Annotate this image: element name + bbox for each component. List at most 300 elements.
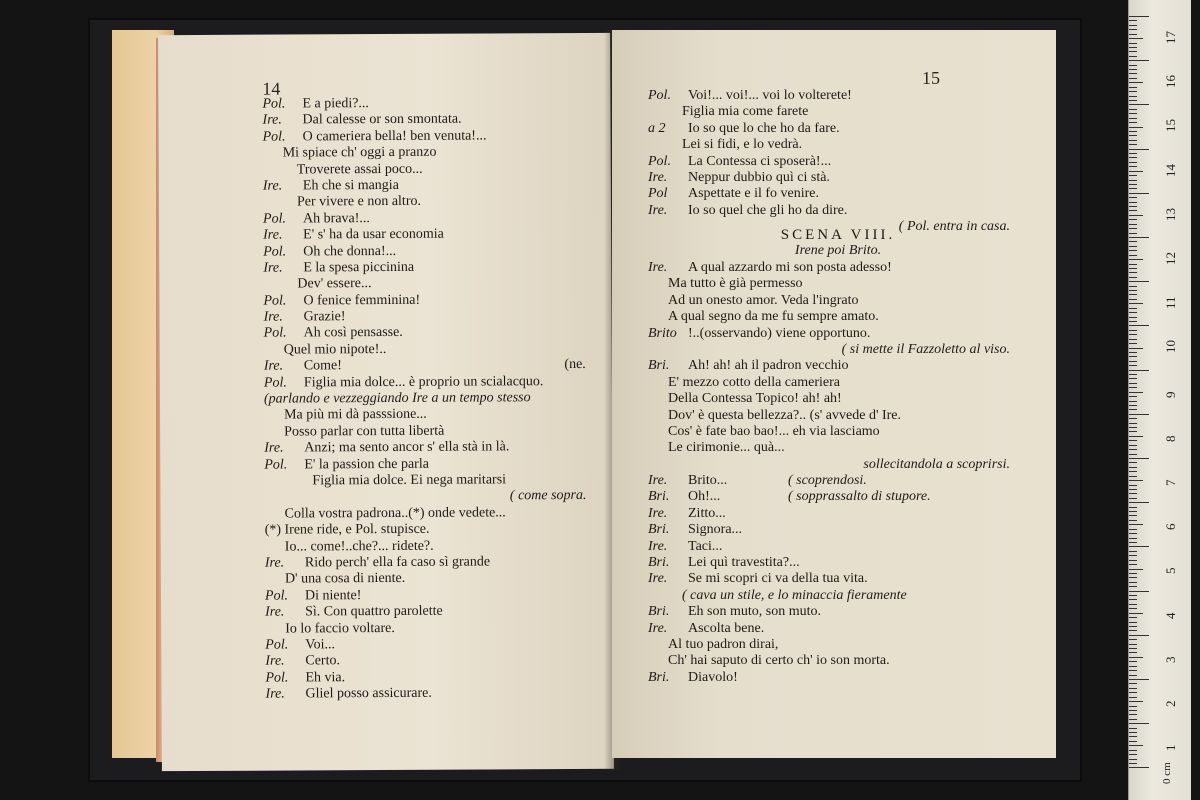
ruler-tick bbox=[1129, 34, 1137, 35]
ruler-tick bbox=[1129, 16, 1149, 17]
text-line bbox=[264, 406, 604, 424]
ruler-tick bbox=[1129, 471, 1137, 472]
text-line bbox=[265, 669, 605, 687]
text-line bbox=[264, 341, 604, 359]
ruler-tick bbox=[1129, 308, 1137, 309]
speaker-label: Bri. bbox=[648, 555, 670, 571]
ruler-tick bbox=[1129, 440, 1137, 441]
text-line bbox=[648, 653, 1028, 669]
ruler-tick bbox=[1129, 635, 1149, 636]
text-line bbox=[264, 308, 604, 326]
text-line bbox=[648, 170, 1028, 186]
ruler-tick bbox=[1129, 144, 1137, 145]
speaker-label: Ire. bbox=[264, 555, 285, 571]
ruler-number: 9 bbox=[1163, 391, 1178, 398]
ruler-tick bbox=[1129, 317, 1137, 318]
speaker-label: Ire. bbox=[263, 309, 283, 325]
right-page-text-bottom bbox=[648, 260, 1028, 686]
ruler-tick bbox=[1129, 423, 1137, 424]
ruler-tick bbox=[1129, 241, 1137, 242]
line-text: Eh che si mangia bbox=[302, 177, 399, 194]
line-text: Ah così pensasse. bbox=[303, 325, 403, 341]
speaker-label: Pol. bbox=[648, 88, 671, 103]
text-line bbox=[264, 390, 604, 408]
ruler-tick bbox=[1129, 219, 1137, 220]
ruler-tick bbox=[1129, 365, 1137, 366]
right-aligned-direction: (ne. bbox=[564, 357, 586, 373]
ruler-tick bbox=[1129, 546, 1149, 547]
text-line bbox=[648, 121, 1028, 137]
line-text: Oh che donna!... bbox=[303, 243, 397, 259]
text-line bbox=[263, 193, 603, 211]
ruler-tick bbox=[1129, 334, 1137, 335]
speaker-label: Pol. bbox=[264, 457, 288, 473]
ruler-tick bbox=[1129, 520, 1137, 521]
speaker-label: Ire. bbox=[648, 202, 668, 218]
ruler-number: 6 bbox=[1163, 523, 1178, 531]
ruler-tick bbox=[1129, 657, 1143, 658]
line-text: Dal calesse or son smontata. bbox=[302, 111, 462, 128]
line-text: Colla vostra padrona..(*) onde vedete... bbox=[284, 505, 506, 522]
ruler-tick bbox=[1129, 20, 1137, 21]
ruler-tick bbox=[1129, 29, 1137, 30]
line-text: Io lo faccio voltare. bbox=[285, 620, 395, 637]
ruler-tick bbox=[1129, 498, 1137, 499]
right-page bbox=[612, 30, 1056, 758]
ruler-tick bbox=[1129, 96, 1137, 97]
ruler-tick bbox=[1129, 617, 1137, 618]
text-line bbox=[648, 539, 1028, 555]
text-line bbox=[264, 488, 604, 506]
ruler-tick bbox=[1129, 330, 1137, 331]
stage-direction: ( scoprendosi. bbox=[788, 473, 867, 489]
ruler-tick bbox=[1129, 246, 1137, 247]
ruler-tick bbox=[1129, 714, 1137, 715]
ruler-tick bbox=[1129, 493, 1137, 494]
ruler-tick bbox=[1129, 175, 1137, 176]
ruler-tick bbox=[1129, 224, 1137, 225]
ruler-tick bbox=[1129, 43, 1137, 44]
speaker-label: Pol. bbox=[263, 375, 287, 391]
ruler-tick bbox=[1129, 476, 1137, 477]
line-text: Aspettate e il fo venire. bbox=[688, 186, 820, 202]
text-line bbox=[265, 505, 605, 523]
line-text: Io so quel che gli ho da dire. bbox=[688, 202, 848, 218]
speaker-label: Ire. bbox=[648, 571, 668, 587]
line-text: Taci... bbox=[688, 538, 723, 554]
ruler-number: 2 bbox=[1163, 700, 1178, 707]
text-line bbox=[648, 637, 1028, 653]
line-text: (*) Irene ride, e Pol. stupisce. bbox=[264, 521, 430, 538]
ruler-unit: 0 cm bbox=[1161, 762, 1173, 784]
ruler-tick bbox=[1129, 104, 1149, 105]
ruler-tick bbox=[1129, 538, 1137, 539]
line-text: Figlia mia come farete bbox=[682, 104, 809, 120]
text-line bbox=[265, 603, 605, 621]
line-text: Come! bbox=[303, 358, 342, 374]
speaker-label: Ire. bbox=[265, 653, 285, 669]
ruler-tick bbox=[1129, 763, 1137, 764]
text-line bbox=[648, 473, 1028, 489]
ruler-tick bbox=[1129, 644, 1137, 645]
text-line bbox=[648, 506, 1028, 522]
speaker-label: Pol. bbox=[648, 153, 671, 169]
left-page-text bbox=[262, 95, 605, 703]
line-text: Figlia mia dolce... è proprio un scialacquo. bbox=[303, 373, 544, 391]
ruler-tick bbox=[1129, 767, 1149, 768]
speaker-label: Bri. bbox=[648, 358, 670, 374]
line-text: Certo. bbox=[305, 653, 341, 669]
ruler-tick bbox=[1129, 431, 1137, 432]
line-text: Lei si fidi, e lo vedrà. bbox=[682, 137, 803, 153]
line-text: Lei quì travestita?... bbox=[688, 555, 800, 571]
ruler-number: 12 bbox=[1163, 252, 1178, 265]
ruler-tick bbox=[1129, 109, 1137, 110]
line-text: Ch' hai saputo di certo ch' io son morta. bbox=[668, 653, 890, 669]
ruler-tick bbox=[1129, 595, 1137, 596]
ruler-tick bbox=[1129, 736, 1137, 737]
speaker-label: Ire. bbox=[648, 538, 668, 554]
text-line bbox=[648, 588, 1028, 604]
line-text: Brito... bbox=[688, 473, 728, 489]
speaker-label: Ire. bbox=[648, 620, 668, 636]
ruler-number: 15 bbox=[1163, 119, 1178, 133]
ruler-number: 1 bbox=[1163, 744, 1178, 752]
ruler-tick bbox=[1129, 286, 1137, 287]
ruler-tick bbox=[1129, 206, 1137, 207]
line-text: Neppur dubbio quì ci stà. bbox=[688, 169, 830, 185]
line-text: Dov' è questa bellezza?.. (s' avvede d' Ire. bbox=[668, 407, 902, 423]
line-text: Rido perch' ella fa caso sì grande bbox=[304, 554, 491, 571]
scene-subtitle: Irene poi Brito. bbox=[794, 243, 882, 259]
speaker-label: Brito bbox=[648, 325, 677, 341]
speaker-label: Ire. bbox=[648, 473, 668, 489]
ruler-tick bbox=[1129, 745, 1143, 746]
text-line bbox=[648, 670, 1028, 686]
text-line bbox=[265, 521, 605, 539]
ruler-tick bbox=[1129, 277, 1137, 278]
ruler-tick bbox=[1129, 47, 1137, 48]
ruler-tick bbox=[1129, 405, 1137, 406]
line-text: Ma tutto è già permesso bbox=[668, 276, 803, 292]
ruler-tick bbox=[1129, 401, 1137, 402]
line-text: Eh son muto, son muto. bbox=[688, 604, 822, 620]
line-text: Troverete assai poco... bbox=[296, 161, 423, 178]
ruler-tick bbox=[1129, 630, 1137, 631]
ruler-tick bbox=[1129, 462, 1137, 463]
text-line bbox=[264, 423, 604, 441]
ruler-number: 11 bbox=[1163, 296, 1178, 310]
right-page-number: 15 bbox=[922, 68, 940, 88]
speaker-label: Bri. bbox=[648, 522, 670, 538]
text-line bbox=[265, 554, 605, 572]
ruler-tick bbox=[1129, 409, 1137, 410]
speaker-label: Pol. bbox=[263, 293, 287, 309]
ruler-tick bbox=[1129, 180, 1137, 181]
ruler-tick bbox=[1129, 652, 1137, 653]
ruler-tick bbox=[1129, 697, 1137, 698]
ruler-tick bbox=[1129, 723, 1149, 724]
speaker-label: Pol. bbox=[263, 325, 287, 342]
text-line bbox=[648, 375, 1028, 391]
ruler-tick bbox=[1129, 82, 1143, 83]
ruler-tick bbox=[1129, 688, 1137, 689]
stage-direction: ( sopprassalto di stupore. bbox=[788, 489, 931, 505]
text-line bbox=[648, 522, 1028, 538]
line-text: D' una cosa di niente. bbox=[284, 571, 406, 587]
speaker-label: Pol. bbox=[262, 96, 286, 112]
ruler-tick bbox=[1129, 135, 1137, 136]
ruler-number: 7 bbox=[1163, 479, 1178, 486]
speaker-label: Ire. bbox=[648, 169, 668, 185]
text-line bbox=[648, 555, 1028, 571]
line-text: E' mezzo cotto della cameriera bbox=[668, 374, 840, 390]
ruler-tick bbox=[1129, 582, 1137, 583]
line-text: Voi... bbox=[305, 637, 336, 653]
ruler-tick bbox=[1129, 502, 1149, 503]
text-line bbox=[648, 276, 1028, 292]
ruler-tick bbox=[1129, 171, 1143, 172]
text-line bbox=[648, 293, 1028, 309]
ruler-tick bbox=[1129, 418, 1137, 419]
ruler-tick bbox=[1129, 361, 1137, 362]
line-text: Diavolo! bbox=[688, 669, 738, 685]
ruler-tick bbox=[1129, 564, 1137, 565]
ruler-tick bbox=[1129, 591, 1149, 592]
line-text: Dev' essere... bbox=[297, 276, 372, 292]
right-aligned-direction: ( come sopra. bbox=[509, 488, 587, 504]
line-text: Gliel posso assicurare. bbox=[305, 685, 432, 702]
ruler-tick bbox=[1129, 706, 1137, 707]
ruler-tick bbox=[1129, 272, 1137, 273]
text-line bbox=[265, 619, 605, 637]
ruler-tick bbox=[1129, 78, 1137, 79]
text-line bbox=[263, 226, 603, 244]
scene-heading-block bbox=[648, 227, 1028, 260]
ruler-tick bbox=[1129, 281, 1149, 282]
ruler-tick bbox=[1129, 524, 1143, 525]
text-line bbox=[264, 373, 604, 391]
text-line bbox=[648, 104, 1028, 120]
ruler-tick bbox=[1129, 215, 1143, 216]
line-text: Per vivere e non altro. bbox=[296, 194, 422, 210]
ruler-tick bbox=[1129, 348, 1143, 349]
ruler-tick bbox=[1129, 542, 1137, 543]
line-text: A qual segno da me fu sempre amato. bbox=[668, 309, 879, 325]
text-line bbox=[648, 358, 1028, 374]
text-line bbox=[648, 342, 1028, 358]
line-text: O fenice femminina! bbox=[303, 292, 421, 309]
speaker-label: Ire. bbox=[262, 112, 282, 129]
ruler-tick bbox=[1129, 65, 1137, 66]
text-line bbox=[648, 621, 1028, 637]
text-line bbox=[648, 571, 1028, 587]
line-text: (parlando e vezzeggiando Ire a un tempo stesso bbox=[263, 390, 531, 407]
ruler-tick bbox=[1129, 573, 1137, 574]
line-text: E la spesa piccinina bbox=[303, 259, 415, 276]
line-text: Della Contessa Topico! ah! ah! bbox=[668, 391, 842, 407]
ruler-tick bbox=[1129, 754, 1137, 755]
line-text: ( cava un stile, e lo minaccia fieramente bbox=[682, 587, 907, 603]
speaker-label: Pol. bbox=[264, 588, 289, 604]
ruler-tick bbox=[1129, 701, 1143, 702]
ruler-tick bbox=[1129, 511, 1137, 512]
ruler-tick bbox=[1129, 551, 1137, 552]
ruler-tick bbox=[1129, 162, 1137, 163]
text-line bbox=[263, 128, 603, 146]
right-aligned-direction: sollecitandola a scoprirsi. bbox=[863, 456, 1010, 472]
ruler-tick bbox=[1129, 255, 1137, 256]
speaker-label: Bri. bbox=[648, 669, 670, 685]
text-line bbox=[263, 292, 603, 310]
ruler-tick bbox=[1129, 197, 1137, 198]
ruler-tick bbox=[1129, 237, 1149, 238]
ruler-tick bbox=[1129, 533, 1137, 534]
ruler-tick bbox=[1129, 339, 1137, 340]
ruler-tick bbox=[1129, 127, 1143, 128]
text-line bbox=[264, 324, 604, 342]
ruler-number: 4 bbox=[1163, 612, 1178, 619]
ruler-tick bbox=[1129, 122, 1137, 123]
left-page bbox=[158, 33, 614, 771]
ruler-tick bbox=[1129, 387, 1137, 388]
ruler-tick bbox=[1129, 140, 1137, 141]
ruler-tick bbox=[1129, 113, 1137, 114]
text-line bbox=[263, 275, 603, 293]
ruler-tick bbox=[1129, 210, 1137, 211]
text-line bbox=[263, 144, 603, 162]
ruler-tick bbox=[1129, 436, 1143, 437]
speaker-label: Ire. bbox=[263, 358, 284, 374]
ruler-tick bbox=[1129, 294, 1137, 295]
ruler-tick bbox=[1129, 670, 1137, 671]
ruler-number: 10 bbox=[1163, 340, 1178, 354]
ruler-tick bbox=[1129, 290, 1137, 291]
text-line bbox=[648, 260, 1028, 276]
ruler-tick bbox=[1129, 184, 1137, 185]
ruler-tick bbox=[1129, 449, 1137, 450]
ruler-tick bbox=[1129, 352, 1137, 353]
speaker-label: Ire. bbox=[263, 227, 283, 243]
text-line bbox=[648, 186, 1028, 202]
ruler-tick bbox=[1129, 480, 1143, 481]
line-text: Ah! ah! ah il padron vecchio bbox=[688, 358, 849, 374]
ruler-tick bbox=[1129, 427, 1137, 428]
text-line bbox=[648, 88, 1028, 104]
ruler-tick bbox=[1129, 188, 1137, 189]
text-line bbox=[264, 357, 604, 375]
line-text: Mi spiace ch' oggi a pranzo bbox=[282, 144, 437, 161]
ruler-tick bbox=[1129, 414, 1149, 415]
line-text: La Contessa ci sposerà!... bbox=[688, 153, 832, 169]
ruler-tick bbox=[1129, 233, 1137, 234]
ruler-tick bbox=[1129, 467, 1137, 468]
ruler-tick bbox=[1129, 299, 1137, 300]
ruler-tick bbox=[1129, 710, 1137, 711]
text-line bbox=[648, 137, 1028, 153]
speaker-label: Ire. bbox=[648, 260, 668, 275]
text-line bbox=[265, 570, 605, 588]
ruler-tick bbox=[1129, 193, 1149, 194]
speaker-label: Ire. bbox=[263, 260, 283, 276]
speaker-label: Pol. bbox=[265, 637, 289, 653]
line-text: Quel mio nipote!.. bbox=[283, 341, 387, 358]
ruler-tick bbox=[1129, 626, 1137, 627]
ruler-tick bbox=[1129, 259, 1143, 260]
right-aligned-direction: ( Pol. entra in casa. bbox=[898, 219, 1010, 235]
text-line bbox=[263, 210, 603, 228]
speaker-label: Pol. bbox=[263, 211, 287, 227]
ruler-tick bbox=[1129, 555, 1137, 556]
text-line bbox=[263, 259, 603, 277]
line-text: !..(osservando) viene opportuno. bbox=[688, 325, 871, 341]
ruler-number: 13 bbox=[1163, 207, 1178, 221]
ruler-tick bbox=[1129, 675, 1137, 676]
ruler-tick bbox=[1129, 153, 1137, 154]
measurement-ruler bbox=[1128, 0, 1191, 800]
speaker-label: Bri. bbox=[648, 489, 670, 505]
ruler-tick bbox=[1129, 73, 1137, 74]
line-text: Signora... bbox=[688, 522, 743, 538]
ruler-tick bbox=[1129, 378, 1137, 379]
ruler-tick bbox=[1129, 750, 1137, 751]
ruler-tick bbox=[1129, 100, 1137, 101]
ruler-tick bbox=[1129, 692, 1137, 693]
ruler-tick bbox=[1129, 325, 1149, 326]
line-text: E a piedi?... bbox=[302, 96, 369, 112]
ruler-tick bbox=[1129, 157, 1137, 158]
ruler-tick bbox=[1129, 312, 1137, 313]
ruler-tick bbox=[1129, 683, 1137, 684]
speaker-label: Pol. bbox=[265, 670, 289, 686]
ruler-number: 17 bbox=[1163, 31, 1178, 44]
text-line bbox=[648, 391, 1028, 407]
ruler-tick bbox=[1129, 166, 1137, 167]
speaker-label: Pol. bbox=[263, 244, 287, 260]
ruler-tick bbox=[1129, 268, 1137, 269]
ruler-number: 3 bbox=[1163, 656, 1178, 663]
ruler-tick bbox=[1129, 25, 1137, 26]
ruler-tick bbox=[1129, 666, 1137, 667]
line-text: Ad un onesto amor. Veda l'ingrato bbox=[668, 292, 859, 308]
text-line bbox=[648, 326, 1028, 342]
text-line bbox=[648, 154, 1028, 170]
ruler-tick bbox=[1129, 228, 1137, 229]
ruler-tick bbox=[1129, 639, 1137, 640]
line-text: Oh!... bbox=[688, 489, 721, 505]
ruler-tick bbox=[1129, 356, 1137, 357]
ruler-tick bbox=[1129, 321, 1137, 322]
ruler-tick bbox=[1129, 87, 1137, 88]
text-line bbox=[648, 604, 1028, 620]
ruler-tick bbox=[1129, 370, 1149, 371]
ruler-tick bbox=[1129, 529, 1137, 530]
line-text: Voi!... voi!... voi lo volterete! bbox=[688, 88, 852, 103]
ruler-tick bbox=[1129, 741, 1137, 742]
line-text: Al tuo padron dirai, bbox=[668, 636, 779, 652]
ruler-tick bbox=[1129, 118, 1137, 119]
ruler-tick bbox=[1129, 445, 1137, 446]
ruler-tick bbox=[1129, 91, 1137, 92]
line-text: Eh via. bbox=[305, 669, 346, 686]
text-line bbox=[264, 472, 604, 490]
ruler-tick bbox=[1129, 608, 1137, 609]
ruler-tick bbox=[1129, 732, 1137, 733]
ruler-tick bbox=[1129, 489, 1137, 490]
ruler-tick bbox=[1129, 56, 1137, 57]
ruler-tick bbox=[1129, 69, 1137, 70]
line-text: Io so que lo che ho da fare. bbox=[688, 120, 840, 136]
